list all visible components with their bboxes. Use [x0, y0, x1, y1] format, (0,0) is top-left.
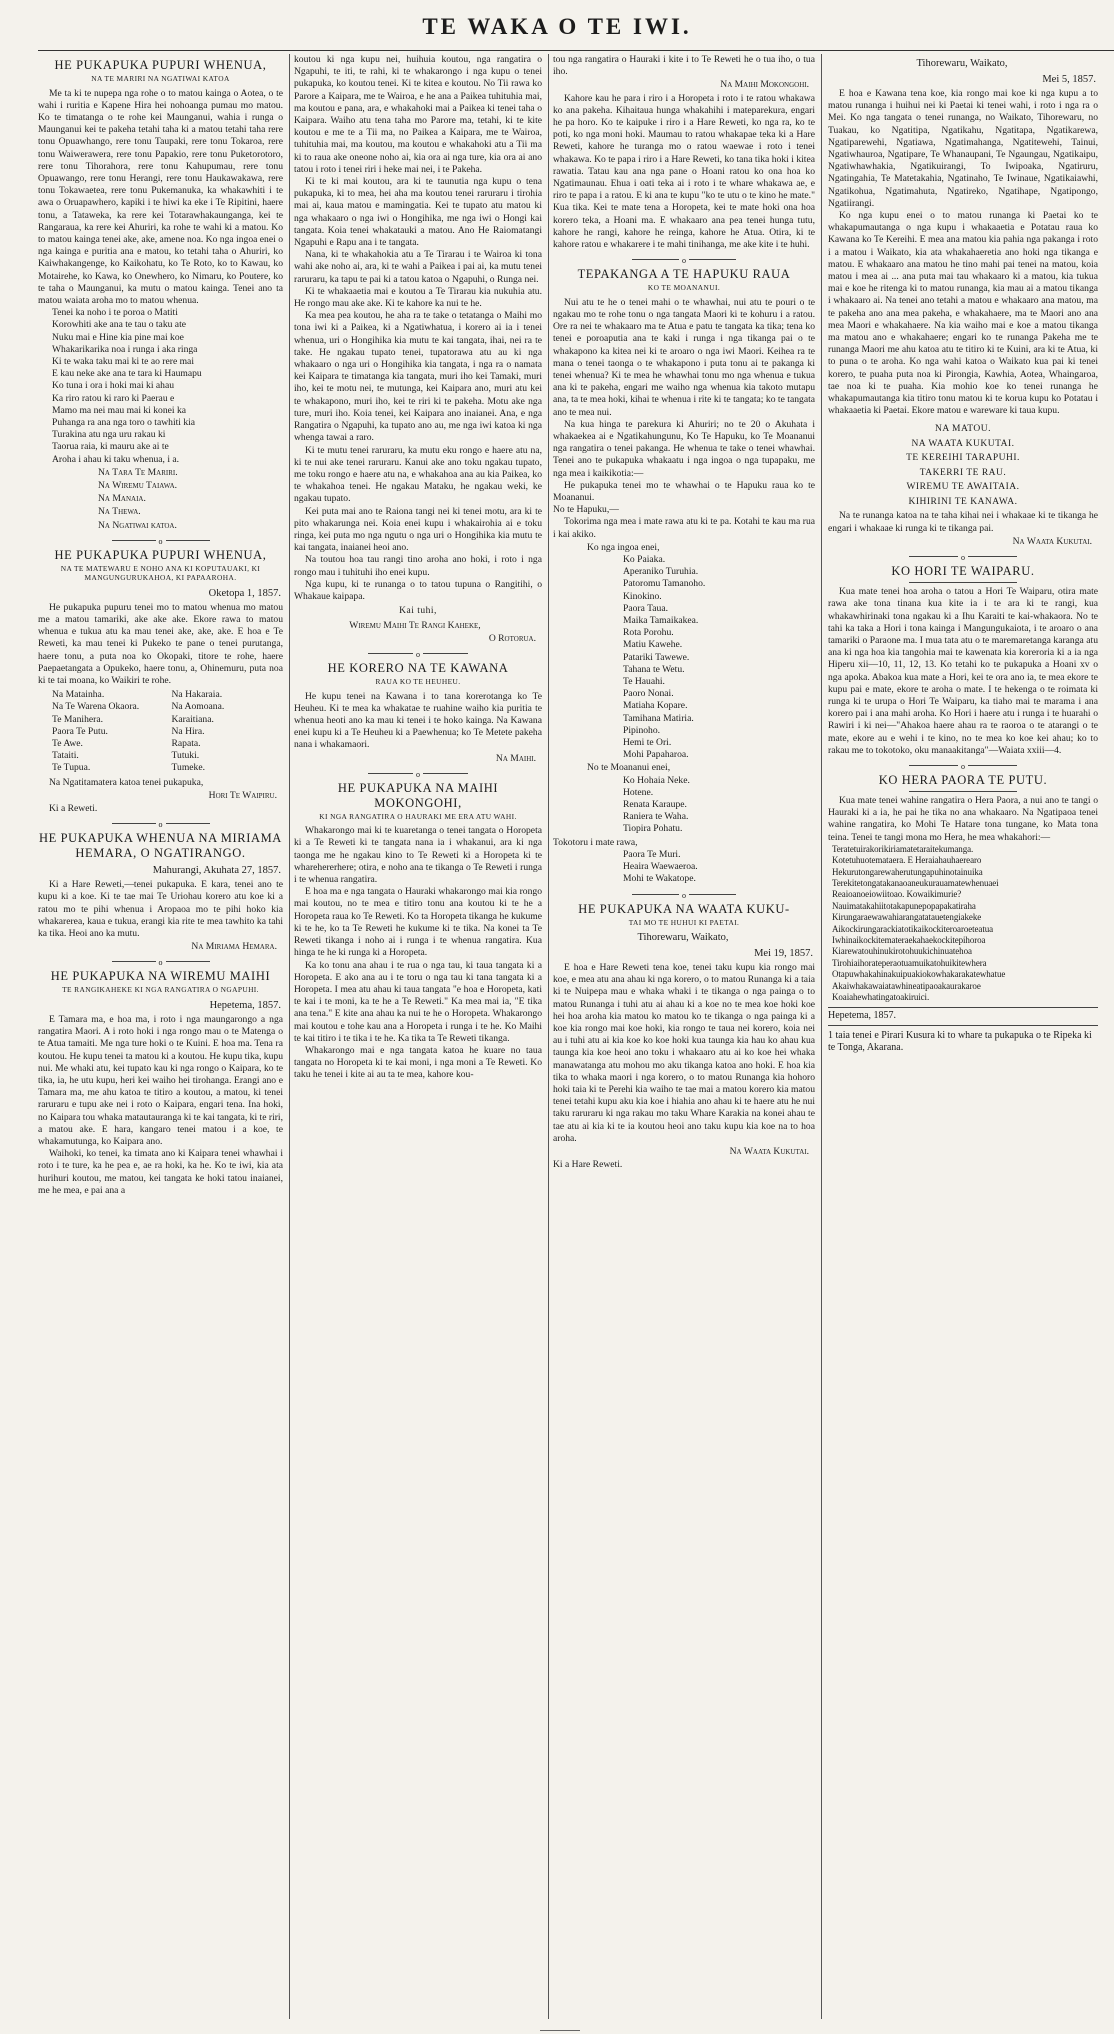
article-dateline: Oketopa 1, 1857. — [208, 587, 281, 599]
article-paragraph: He pukapuka pupuru tenei mo to matou whenua mo matou me a matou tamariki, ake ake ake. Ekore rawa to matou whenua e tukua atu ka mau tenei ake, ake, ake. E hoa e Te Reweti, ka mau tenei ki Pukeko te pane o tenei purutanga, haere tonu, a puta noa ko Okopaki, titore te rohe, haere Paepaetangata a Opukeko, haere tonu, a, Ohinemuru, puta noa ki te tai moana, ko Waikiri te rohe. — [38, 601, 283, 687]
list-item: Tiopira Pohatu. — [623, 823, 683, 835]
signature: Na Waata Kukutai. — [1012, 535, 1092, 547]
name-entry: Na Hira. — [171, 725, 205, 737]
article-heading: HE PUKAPUKA WHENUA NA MIRIAMA HEMARA, O NGATIRANGO. — [39, 831, 282, 861]
list-item: Tamihana Matiria. — [623, 712, 694, 724]
signatory-caps: NA MATOU. — [934, 424, 992, 435]
lament-line: Tirohiaihorateperaotuamuikatohuikitewhera — [832, 957, 987, 968]
article-paragraph: E Tamara ma, e hoa ma, i roto i nga maungarongo a nga rangatira Maori. A i roto hoki i nga rongo mau o te Matenga o te Atua tamaiti. Me nga ture hoki o te Kuini. E hoa ma. Tena ra koutou. He kupu tenei ta matou ki a koutou. He kupu tika, kupu nui. Me whaki atu, kei tupato kau ki nga rongo o Kaipara, ko te tika, ia, he utu kupu, heri kei waiho hei tirohanga. Erangi ano e Tamara ma, me ahu katoa te titiro a koutou, a matou, ki tenei raruraru e tupu ake nei i roto o Kaipara, engari tena. Ina hoki, no Kaipara tou whaka matautauranga ki te kai tangata, ki te riri, a matou ake. E hara, kangaro tenei matou i a koe, te whakamutunga, ko Kaipara ano. — [38, 1013, 283, 1148]
ornament-separator: o — [38, 536, 283, 544]
list-item: Paora Te Muri. — [623, 848, 681, 860]
heading-rule — [909, 582, 1017, 583]
column-1 — [38, 54, 283, 2024]
date-rule — [828, 1007, 1098, 1008]
article-paragraph: Ki a Hare Reweti,—tenei pukapuka. E kara, tenei ano te kupu ki a koe. Ki te tae mai Te Uriohau korero atu koe ki a ratou mo te pihi whenua i Aropaoa mo te pihi hoko kia whakarerea, kaua e tukua, erangi kia rite te mea tawhito ka tahi ka tika. Heoi ano ka mutu. — [38, 879, 283, 940]
lament-line: Terekitetongatakanaoaneukurauamatewhenuaei — [832, 877, 999, 888]
article-subheading: NA TE MARIRI NA NGATIWAI KATOA — [91, 74, 230, 83]
signatory-caps: WIREMU TE AWAITAIA. — [906, 482, 1020, 493]
article-subheading: KI NGA RANGATIRA O HAURAKI ME ERA ATU WAHI. — [319, 811, 517, 821]
article-heading: KO HERA PAORA TE PUTU. — [878, 772, 1048, 787]
name-entry: Karaitiana. — [171, 713, 214, 725]
signatory: Na Manaia. — [98, 493, 146, 505]
article-paragraph: E hoa ma e nga tangata o Hauraki whakarongo mai kia rongo mai koutou, no te mea e titiro tonu ana koutou ki te he a Horopeta raua ko Te Reweti. Ko ta Horopeta tikanga he kukume ki te he, ko ta Te Reweti he kukume ki te tika. Na konei ta Te Reweti tikanga i noho ai i runga i te whenua rangatira. Kua hinga te he ki runga ki a Horopeta. — [294, 886, 542, 959]
verse-line: Korowhiti ake ana te tau o taku ate — [52, 319, 186, 331]
name-entry: Na Aomoana. — [171, 701, 225, 713]
article-paragraph: Na toutou hoa tau rangi tino aroha ano hoki, i roto i nga rongo mau i tuhituhi iho enei kupu. — [294, 554, 542, 578]
article-paragraph: Na te runanga katoa na te taha kihai nei i whakaae ki te tikanga he engari i whakaae ki runga ki te tikanga pai. — [828, 510, 1098, 534]
list-item: Te Hauahi. — [623, 676, 665, 688]
article-paragraph: Ki te ki mai koutou, ara ki te taunutia nga kupu o tena pukapuka, ki to mea, hei aha ma koutou tenei raruraru i tirohia mai ai, kaua matou e mamingatia. Kei te tupato atu matou ki nga whakaaro o nga iwi o Hongihika, me nga iwi o Hongi kai tangata. Koia tenei whakatauki a matou. Ano He Raiomatangi Ngapuhi e Rapu ana i te tangata. — [294, 176, 542, 249]
article-heading: HE KORERO NA TE KAWANA — [327, 661, 509, 676]
article-paragraph: Kahore kau he para i riro i a Horopeta i roto i te ratou whakawa ko ana pakeha. Kihaitaua hunga whakahihi i mateparekura, engari he pa horo. Ko te kaipuke i riro i a Hare Reweti, ko nga ra, ko te poti, ko nga moni hoki. Maumau to ratou whakapae teka ki a Hare Reweti, kahore he turanga mo o ratou waewae i roto i tenei whakawa. Ko te papa i riro i a Hare Reweti, ko tana tika hoki i kitea rawatia. Tatau kau ana nga pane o Hoani ratou ko ona hoa ko Ngatimaunau. Ehua i oati teka ai i roto i te whare whakawa ae, e riro te papa i a ratou. E ki ana te kupu "ko te utu o te kino he mate." Kua tika. Kei te mate tena a Horopeta, kei te mate hoki ona hoa korero teka, a Hoani ma. E whakaaro ana pea tenei hunga tutu, kahore he rangi, kahore he reinga, kahore he Atua. Otira, ki te kahore ratou e whakarere i te mahi tinihanga, me ake kite i te huhi. — [553, 92, 815, 251]
casualty-list — [623, 849, 815, 886]
column-3 — [553, 54, 815, 2024]
article-paragraph: E hoa e Kawana tena koe, kia rongo mai koe ki nga kupu a to matou runanga i huihui nei ki Paetai ki tenei wahi, i roto i nga ra o Mei. Ko nga tangata o tenei runanga, no Waikato, Tihorewaru, no Tuakau, ko Ngatitipa, Ngatikahu, Ngatitapa, Ngatikarewa, Ngatiparewehi, Ngatiawa, Ngatimahanga, Ngatitewehi, Tainui, Ngatiwhauroa, Ngatipare, Te Whanaupani, Te Ngaungau, Ngatikaipu, Ngatiwhawhakia, Ngatikuirangi, To Iwipoaka, Ngatiruru, Ngatingahia, Te Matetakahia, Ngatinaho, Te Iwinaue, Ngatikaiawhi, Ngatikohua, Ngatimahuta, Ngatireko, Ngatihape, Ngatipongo, Ngatiirangi. — [828, 88, 1098, 209]
lament-line: Akaiwhakawaiatawhineatipaoakaurakaroe — [832, 980, 981, 991]
list-item: Mohi Papaharoa. — [623, 749, 689, 761]
names-grid — [52, 689, 283, 774]
verse-line: Whakarikarika noa i runga i aka ringa — [52, 343, 198, 355]
page-bottom-mark — [540, 2030, 580, 2031]
signatory-caps: KIHIRINI TE KANAWA. — [908, 496, 1018, 507]
article-heading: KO HORI TE WAIPARU. — [891, 564, 1035, 579]
masthead-rule — [38, 50, 1114, 51]
verse-block — [38, 307, 283, 466]
list-item: Hemi te Ori. — [623, 737, 672, 749]
article-paragraph: Ka ko tonu ana ahau i te rua o nga tau, ki taua tangata ki a Horopeta. E ako ana au i te toru o nga tau ki tana tangata ki a Horopeta. I mea atu ahau ki taua tangata "e hoa e Horopeta, kati te kai i te moni, ka te he a Te Reweti." Ka mea mai ia, "E tika ana tena." E kite ana ahau ka nui te he o Horopeta. Whakarongo mai koutou e tohe kau ana a Horopeta i runga i te he. Ko Maihi te kai titiro i te tika i te he. Ka tika ta Te Reweti tikanga. — [294, 959, 542, 1044]
list-item: Heaira Waewaeroa. — [623, 861, 698, 873]
list-item: Ko Paiaka. — [623, 554, 666, 566]
signature: Na Maihi. — [495, 752, 536, 764]
list-item: Kinokino. — [623, 590, 662, 602]
printer-note: 1 taia tenei e Pirari Kusura ki to whare ta pukapuka o te Ripeka ki te Tonga, Akarana. — [828, 1029, 1092, 1054]
ornament-separator: o — [828, 552, 1098, 560]
list-item: Paora Taua. — [623, 602, 668, 614]
verse-line: Tenei ka noho i te poroa o Matiti — [52, 307, 178, 319]
article-heading: HE PUKAPUKA PUPURI WHENUA, — [54, 58, 267, 72]
article-subheading: KO TE MOANANUI. — [647, 283, 721, 293]
article-paragraph: Na kua hinga te parekura ki Ahuriri; no te 20 o Akuhata i whakaekea ai e Ngatikahungunu, Ko Te Hapuku, ko Te Moananui nga rangatira o tenei pakanga. He whenua te take o tenei whawhai. Tenei ano te pukapuka whakaatu i nga ingoa o nga tupapaku, me nga mea i kaikikotia:— — [553, 418, 815, 479]
name-entry: Na Te Warena Okaora. — [52, 701, 140, 713]
signatory-caps: TAKERRI TE RAU. — [919, 467, 1007, 478]
list-item: Tahana te Wetu. — [623, 663, 685, 675]
list-label: No te Moananui enei, — [587, 762, 671, 774]
list-item: Aperaniko Turuhia. — [623, 566, 699, 578]
ornament-separator: o — [294, 649, 542, 657]
article-paragraph: Waihoki, ko tenei, ka timata ano ki Kaipara tenei whawhai i roto i te ture, ka he pea e, ae ra hoki, ka he. Ko te iwi, kia ata hurihuri koutou, me matou, kei tangata ke hoki tatou inaianei, me he mea, e pai ana a — [38, 1148, 283, 1196]
lament-line: Aikockirungarackiatotikaikockiteroaroeteatua — [832, 923, 994, 934]
signature: Hori Te Waipiru. — [208, 789, 277, 801]
article-dateline: Hepetema, 1857. — [828, 1010, 897, 1022]
signature: Na Maihi Mokongohi. — [720, 79, 809, 91]
list-item: Raniera te Waha. — [623, 811, 689, 823]
article-subheading: NA TE MATEWARU E NOHO ANA KI KOPUTAUAKI, KI MANGUNGURUKAHOA, KI PAPAAROHA. — [60, 563, 261, 583]
article-paragraph: Ki te whakaaetia mai e koutou a Te Tirarau kia nukuhia atu. He rongo mau ake ake. Ki te kahore ka nui te he. — [294, 285, 542, 310]
list-item: Renata Karaupe. — [623, 799, 687, 811]
casualty-list — [623, 775, 815, 836]
name-entry: Na Hakaraia. — [171, 689, 223, 701]
article-subheading: TAI MO TE HUHUI KI PAETAI. — [628, 917, 740, 927]
lament-line: Otapuwhakahinakuipuakiokowhakarakatewhatue — [832, 969, 1006, 980]
verse-line: Taorua raia, ki mauru ake ai te — [52, 441, 169, 453]
lament-line: Reaioanoeiowiitoao. Kowaikimurie? — [832, 889, 962, 900]
addressee: No te Hapuku,— — [553, 504, 619, 516]
article-dateline: Mahurangi, Akuhata 27, 1857. — [152, 865, 281, 877]
list-label: Ko nga ingoa enei, — [587, 541, 660, 553]
list-item: Pipinoho. — [623, 724, 661, 736]
article-paragraph: Whakarongo mai e nga tangata katoa he kuare no taua tangata no Horopeta ki te kai moni, i nga moni a Te Reweti. Ko taku he tenei i kite ai au ta te mea, kahore kou- — [294, 1044, 542, 1081]
article-heading: HE PUKAPUKA NA WIREMU MAIHI — [50, 969, 271, 984]
article-dateline: Tihorewaru, Waikato, — [637, 932, 729, 943]
list-item: Mohi te Wakatope. — [623, 873, 696, 885]
casualty-list — [623, 554, 815, 761]
verse-line: Turakina atu nga uru rakau ki — [52, 429, 166, 441]
signatory-caps: NA WAATA KUKUTAI. — [911, 438, 1015, 449]
verse-line: Puhanga ra ana nga toro o tawhiti kia — [52, 416, 196, 428]
lament-line: Iwhinaikockitemateraekahaekockitepihoroa — [832, 935, 986, 945]
name-entry: Te Tupua. — [52, 762, 91, 774]
name-entry: Tutuki. — [171, 750, 200, 762]
verse-line: Nuku mai e Hine kia pine mai koe — [52, 331, 184, 343]
verse-line: Ki te waka taku mai ki te ao rere mai — [52, 355, 194, 367]
article-paragraph: Ko nga kupu enei o to matou runanga ki Paetai ko te whakapumautanga o nga kupu i whakaaetia e Potatau raua ko Kawana ko Te Kereihi. E mea ana matou kia pahia nga pakanga i roto i a matou i Waikato, kia ata whakahaeretia ano hoki nga tikanga e matou. E whakaaro ana matou he tino mahi pai tenei na matou, koia matou i mea ai ... ana puta mai tau whakaaro ki a matou, kia tukua mai e koe he ritenga ki to matou runanga, kia mau ai a matou tikanga i whakaaro ai. Na tenei ano tetahi a matou e whakaaro ana matou, ma te pakeha ano ana mea pakeha, e whakahaere, ma te Maori ano ana mea Maori e whakahaere. Na kia waiho mai e koe a matou tikanga ma matou ano e whakahaere; engari ko te runanga Pakeha me te runanga Maori me ahu katoa atu te titiro ki te Kuini, ara ki te Atua, ki to puna o te aroha. Ko nga wahi katoa o Waikato kua pai ki tenei korero, te puaha puta noa ki Pirongia, Kawhia, Aotea, Whaingaroa, tae noa ki te puaha. Kia mohio koe ko tenei runanga he whakapumautanga kia titiro tonu matou ki te korua kupu ko Potatau i whakaaetia ki Paetai. Ekore matou e wareware ki taua kupu. — [828, 210, 1098, 417]
article-heading: HE PUKAPUKA NA MAIHI MOKONGOHI, — [337, 780, 499, 810]
signatory: Na Tara Te Mariri. — [98, 466, 178, 478]
article-dateline: Mei 19, 1857. — [754, 948, 813, 959]
list-item: Ko Hohaia Neke. — [623, 774, 690, 786]
list-item: Paoro Nonai. — [623, 688, 674, 700]
signature: Na Waata Kukutai. — [729, 1146, 809, 1158]
article-paragraph: He kupu tenei na Kawana i to tana korerotanga ko Te Heuheu. Ki te mea ka whakatae te ruahine waiho kia puritia te whenua heoti ano ka mau ki tenei i te hoko kainga. Na Kawana enei kupu ki a Te Heuheu ki a Paewhenua; ko Te Metete pakeha nana i whakamaori. — [294, 690, 542, 751]
lament-line: Kiarewatouhinukirotohuukichinuatehoa — [832, 946, 972, 957]
masthead-title: TE WAKA O TE IWI. — [422, 14, 692, 39]
article-subheading: RAUA KO TE HEUHEU. — [375, 677, 461, 687]
column-2 — [294, 54, 542, 2024]
article-paragraph: Ki te mutu tenei raruraru, ka mutu eku rongo e haere atu na, ki te nui ake tenei raruraru. Kanui ake ano toku ngakau tupato, me toku rongo e haere atu na, e whakahoa ana au kia Paikea, ko te whakahoa tenei. He ngakau Mataku, he ngakau weki, ke ngakau tupato. — [294, 444, 542, 505]
list-item: Maika Tamaikakea. — [623, 615, 699, 627]
article-paragraph: Me ta ki te nupepa nga rohe o to matou kainga o Aotea, o te wahi i ruritia e Kapene Hira hei nohoanga pumau mo matou. Ko te timatanga o te rohe kei Maunganui, wahia i runga o Maunganui kei te pakeha tetahi taha ki a matou tetahi taha rere tonu Opuawhango, rere tonu Taupaki, rere tonu Tokaroa, rere tonu Waiwerawera, rere tonu Papakio, rere tonu Puketorotoro, rere tonu Tihorahora, rere tonu Kahupumau, rere tonu Opuawango, rere tonu Herangi, rere tonu Haukawakawa, rere tonu Tokawaetea, rere tonu Pukemanuka, ka whakawhiti i te awa o Oruapawhero, kapiki i te hiwi ka eke i Te Ripitini, haere tonu, a Tataweka, ka rere kei Totarawhakaunganga, kei te Rangaraua, ka rere kei Ahuriri, ka rohe te wahi ki a matou. Ko to matou kainga tenei ake, ake, amene noa. Ko nga ingoa enei o nga kainga e puritia ana e matou, ko tetahi taha o Ahuriri, ko Kaiwhakangenge, ko Kaikohatu, ko Te Roto, ko to Kawau, ko Motairehe, ko Kawa, ko Onewhero, ko Nimaru, ko Poutere, ko te taha o Maunganui, ka mutu o matou kainga. Tenei ano ta matou waiata aroha mo to matou whenua. — [38, 87, 283, 306]
column-4 — [828, 54, 1098, 2024]
ornament-separator: o — [553, 255, 815, 263]
list-item: Hotene. — [623, 786, 654, 798]
article-heading: HE PUKAPUKA PUPURI WHENUA, — [54, 547, 267, 562]
article-paragraph: Kua mate tenei wahine rangatira o Hera Paora, a nui ano te tangi o Hauraki ki a ia, he pai he tika no ana whakaaro. Na Ngatipaoa tenei wahine rangatira, ko Mohi Te Hatare tona tungane, ko Mata tona teina. Tenei te tangi mona mo Hera, he mea whakahori:— — [828, 794, 1098, 843]
article-paragraph: Kua mate tenei hoa aroha o tatou a Hori Te Waiparu, otira mate rawa ake tona tinana kua kite ia i te ara ki te rangi, kua whakawhirinaki tona ngakau ki a Ihu Karaiti te kai-whakaora. No te tahi ka taka a Hori i tona kainga i Mangungukaiota, i te aroaro o ana tamariki o Paraone ma. I mua tata atu o te maremaretanga karanga atu ana ki nga hoa kia tangohia mai te kawenata kia koreroria ki a ia nga Hiperu xii—10, 11, 12, 13. Ko tetahi ko te pukapuka a Hoani xv o nga apoka. Abakoa kua mate a Hori, kei te ora ano ia, te mea ekore te kupu pai e mate, ekore te aroha o mate. I te hekenga o te roimata ki runga ki te urupa o Hori Te Waiparu, ka tiaho mai te marama i ana korero pai i ana mahi aroha. Ko Hori i haere atu i runga i te huarahi o Rawiri i ki nei—"Ahakoa haere ahau ra te raoroa o te atarangi o te mate, ekore au e wehi i te kino, no te mea ko koe kei ahau; ko to rakau me to tokotoko, oku manaakitanga"—Waiata xxiii—4. — [828, 586, 1098, 756]
heading-rule — [909, 791, 1017, 792]
ornament-separator: o — [294, 769, 542, 777]
verse-line: Ka riro ratou ki raro ki Paerau e — [52, 392, 175, 404]
signature: Wiremu Maihi Te Rangi Kaheke, — [349, 619, 481, 631]
lament-line: Teratetuirakorikiriamatetaraitekumanga. — [832, 843, 974, 854]
ornament-separator: o — [38, 957, 283, 965]
article-heading: HE PUKAPUKA NA WAATA KUKU- — [578, 901, 790, 916]
name-entry: Te Awe. — [52, 738, 83, 750]
article-paragraph: Kei puta mai ano te Raiona tangi nei ki tenei motu, ara ki te pito whakarunga nei. Koia enei kupu i whakairohia ai e toku ringa, kei puta mo nga ngutu o nga uri o Hongihika kia mutu te kai tangata, inaianei heoi ano. — [294, 505, 542, 554]
name-entry: Na Matainha. — [52, 689, 105, 701]
name-entry: Te Manihera. — [52, 713, 104, 725]
footnote-rule — [828, 1025, 1098, 1026]
signatory-caps: TE KEREIHI TARAPUHI. — [906, 453, 1020, 464]
signatory-list — [98, 467, 283, 532]
closing-line: Kai tuhi, — [399, 606, 437, 617]
article-subheading: TE RANGIKAHEKE KI NGA RANGATIRA O NGAPUHI. — [62, 985, 259, 995]
verse-line: Mamo ma nei mau mai ki konei ka — [52, 404, 187, 416]
article-paragraph: Nana, ki te whakahokia atu a Te Tirarau i te Wairoa ki tona wahi ake noho ai, ara, ki te wahi a Paikea i pai ai, ka mutu tenei raruraru, ka tapu te pai ki a tatou katoa o Ngapuhi, o Runga nei. — [294, 249, 542, 285]
signatory: Na Wiremu Taiawa. — [98, 480, 178, 491]
article-paragraph: E hoa e Hare Reweti tena koe, tenei taku kupu kia rongo mai koe, e mea atu ana ahau ki nga korero, o to matou Runanga ki a taia ki te Nuipepa mau e whaka whaki i te tikanga o nga painga o to matou Runanga i tuhi atu ai ahau ki a koe no te mea koe hoki koe hei hoa aroha kia matou ko matou ko te tikanga o nga painga ki a koe kia rongo mai koe hoki, kia rongo te taua nei korero, koia nei au i tuhi atu ai kia koe ko koe hoki kua taunga kia hau ko ahau kua taunga kia koe heoi ano toku i whakaaro atu ai ko koe hei whaka manawatanga atu mohou mo aku tikanga katoa ano hoki. E hoa kia tika to whaka maori i nga korero, o to matou Runanga kia hohoro hoki taia ki te Perehi kia waiho te tae mai a matou korero kia matou tenei tetahi kupu aku kia koe i hiahia ano ahau ki te haere atu he nui taku raruraru ki nga rakau mo taku Whare Karakia na konei ahau te tae atu ai kia ki te ia koutou heoi ano taku kupu kia koe na to hoa aroha. — [553, 962, 815, 1144]
article-heading: TEPAKANGA A TE HAPUKU RAUA — [577, 267, 791, 282]
article-paragraph: Nui atu te he o tenei mahi o te whawhai, nui atu te pouri o te ngakau mo te rohe tonu o nga tangata Maori ki te kohuru i a ratou. Ore ra nei te whakaaro ma te Atua e patu te tangata ka tika; tena ko tenei e poroaputia ana te kaki i runga i nga tikanga pai o te whakapono ka kitea nei ki te aroaro o nga iwi Maori. Keihea ra te mana o tenei taonga o te whakapono i puta tonu ai te pakanga ki tenei whenua? Ki te mea he whawhai tonu mo nga whenua e tukua ana ki te pakeha, engari me waiho nga whenua kia takoto mutapu ana, ta te mea hoki, kihai te whenua i rite ki te tangata; ko te tangata ano te mea nui. — [553, 296, 815, 418]
signatory: Na Thewa. — [98, 506, 141, 518]
lament-line: Hekurutongarewaherutungapuhinotainuika — [832, 866, 983, 877]
ornament-separator: o — [828, 761, 1098, 769]
list-item: Rota Porohu. — [623, 627, 674, 639]
ornament-separator: o — [38, 819, 283, 827]
article-dateline: Hepetema, 1857. — [209, 999, 281, 1011]
list-item: Patariki Tawewe. — [623, 651, 690, 663]
lament-line: Kirungaraewawahiarangatatauetengiakeke — [832, 912, 982, 923]
list-item: Patoromu Tamanoho. — [623, 578, 706, 590]
columns — [38, 54, 1114, 2026]
lament-text — [828, 844, 1098, 1004]
name-entry: Tumeke. — [171, 762, 205, 774]
column-divider — [548, 54, 549, 2019]
article-paragraph: He pukapuka tenei mo te whawhai o te Hapuku raua ko te Moananui. — [553, 479, 815, 503]
list-label: Tokotoru i mate rawa, — [553, 836, 638, 848]
closing-line: Na Ngatitamatera katoa tenei pukapuka, — [49, 776, 204, 788]
name-entry: Tataiti. — [52, 750, 79, 762]
article-paragraph: tou nga rangatira o Hauraki i kite i to Te Reweti he o tua iho, o tua iho. — [553, 54, 815, 78]
column-divider — [289, 54, 290, 2019]
verse-line: E kau neke ake ana te tara ki Haumapu — [52, 368, 202, 380]
signature: Na Miriama Hemara. — [191, 941, 277, 953]
addressee: Ki a Hare Reweti. — [553, 1159, 623, 1171]
ornament-separator: o — [553, 890, 815, 898]
signatory: Na Ngatiwai katoa. — [98, 519, 177, 531]
article-paragraph: koutou ki nga kupu nei, huihuia koutou, nga rangatira o Ngapuhi, te iti, te rahi, ki te whakarongo i nga kupu o tenei pukapuka, ko koutou tenei. Ki te kitea e koutou. No Tii rawa ko Parore a Kaipara, me te Wairoa, e he ana a Paikea tuhituhia mai, ma koutou e pana, ara, e whakahoki mai a Paikea ki tenei taha o Kaipara. Waiho atu tena taha mo Parore ma, tetahi, ki te kite koutou e me te a Tii ma, no Paikea a Kaipara, me te Wairoa, tuhituhia mai, ma koutou, ma koutou e whakahoki atu a Tii ma ki to raua ake oneone noho ai, kia ora ai nga ture, kia ora ai ano tatou i roto i tenei riri i heke mai nei, i te Pakeha. — [294, 54, 542, 175]
article-paragraph: Tokorima nga mea i mate rawa atu ki te pa. Kotahi te kau ma rua i kai akiko. — [553, 516, 815, 540]
lament-line: Nauimatakahiitotakapunepopapakatiraha — [832, 900, 976, 911]
signature-place: O Rotorua. — [488, 632, 536, 644]
verse-line: Ko tuna i ora i hoki mai ki ahau — [52, 380, 175, 392]
verse-line: Aroha i ahau ki taku whenua, i a. — [52, 453, 180, 465]
addressee: Ki a Reweti. — [49, 803, 98, 815]
article-paragraph: Ka mea pea koutou, he aha ra te take o tetatanga o Maihi mo tona iwi ki a Paikea, ki a Ngatiwhatua, i korero ai ia i tenei whenua, uri o Hongihika kia mutu te kai tangata, ihai, nei ra te take. He ngakau tupato tenei, tupatorawa atu au ki nga whakaaro o nga uri o Hongihika kia tangata, i nga ra o namata kei Kaipara te timatanga kia tangata, muri iho kei Tamaki, muri iho, kei te motu nei, te mutunga, kei Kaipara ano, muri atu kei te whakapono, muri iho, kei te riri ki te pakeha. Motu ake nga ture, muri iho. Koia tenei, kei Kaipara ano inaianei. Ana, e nga Rangatira o Ngapuhi, ka tupato ano au, me nga iwi katoa ki nga whenga tawai a raro. — [294, 310, 542, 444]
list-item: Matiaha Kopare. — [623, 700, 688, 712]
name-entry: Paora Te Putu. — [52, 725, 108, 737]
article-paragraph: Nga kupu, ki te runanga o to tatou tupuna o Rangitihi, o Whakaue kaipapa. — [294, 578, 542, 602]
article-dateline: Tihorewaru, Waikato, — [916, 58, 1008, 69]
column-divider — [821, 54, 822, 2019]
list-item: Matiu Kawehe. — [623, 639, 683, 651]
article-paragraph: Whakarongo mai ki te kuaretanga o tenei tangata o Horopeta ki a Te Reweti ki te tangata nana ia i whakanui, ara ki nga taonga me he ngakau kino to Te Reweti ki a Horopeta ki te wharehererhere; otira, e noho ana te tikanga o Te Reweti i runga i te whenua rangatira. — [294, 825, 542, 886]
article-dateline: Mei 5, 1857. — [1042, 74, 1096, 85]
lament-line: Kotetuhuotemataera. E Heraiahauhaerearo — [832, 855, 982, 866]
lament-line: Koaiahewhatingatoakiruici. — [832, 992, 930, 1003]
name-entry: Rapata. — [171, 738, 201, 750]
